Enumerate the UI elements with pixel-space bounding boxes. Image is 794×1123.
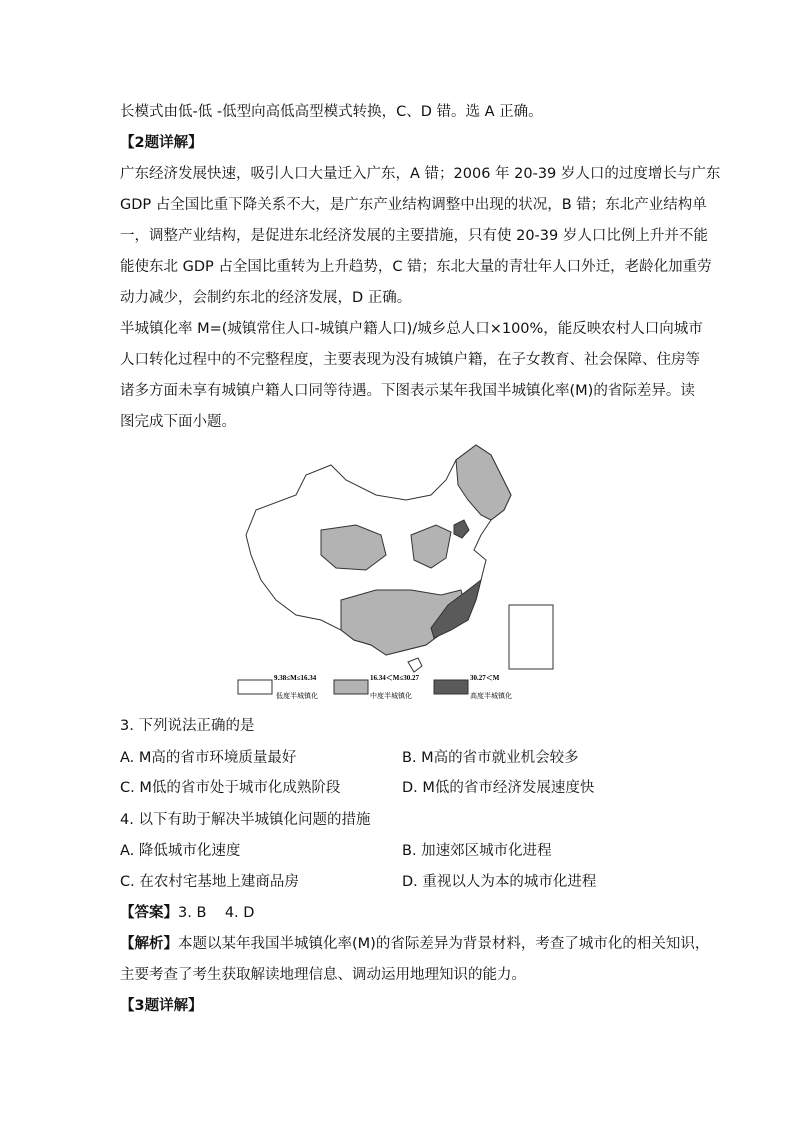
legend-range-low: 9.38≤M≤16.34 bbox=[274, 674, 317, 682]
analysis-line-2: 主要考查了考生获取解读地理信息、调动运用地理知识的能力。 bbox=[120, 967, 526, 983]
analysis-tag: 【解析】 bbox=[120, 936, 178, 952]
legend-swatch-mid bbox=[334, 680, 368, 694]
question-3-option-d: D. M低的省市经济发展速度快 bbox=[402, 780, 595, 796]
paragraph-line: 广东经济发展快速，吸引人口大量迁入广东，A 错；2006 年 20-39 岁人口的过度增长与广东 bbox=[120, 166, 721, 182]
question-4-option-a: A. 降低城市化速度 bbox=[120, 843, 241, 859]
paragraph-line: 动力减少，会制约东北的经济发展，D 正确。 bbox=[120, 290, 412, 306]
map-legend bbox=[238, 674, 512, 700]
section-heading: 【2题详解】 bbox=[120, 135, 203, 151]
question-4-stem: 4. 以下有助于解决半城镇化问题的措施 bbox=[120, 812, 371, 828]
legend-swatch-low bbox=[238, 680, 272, 694]
legend-swatch-high bbox=[434, 680, 468, 694]
paragraph-line: 一，调整产业结构，是促进东北经济发展的主要措施，只有使 20-39 岁人口比例上升并不能 bbox=[120, 228, 708, 244]
legend-label-mid: 中度半城镇化 bbox=[370, 692, 412, 700]
question-4-option-d: D. 重视以人为本的城市化进程 bbox=[402, 874, 597, 890]
answer-tag: 【答案】 bbox=[120, 905, 178, 921]
paragraph-line: 半城镇化率 M=(城镇常住人口-城镇户籍人口)/城乡总人口×100%，能反映农村人口向城市 bbox=[120, 321, 703, 337]
answer-line bbox=[120, 903, 254, 923]
legend-label-low: 低度半城镇化 bbox=[276, 692, 318, 700]
paragraph-line: 长模式由低-低 -低型向高低高型模式转换，C、D 错。选 A 正确。 bbox=[120, 104, 543, 120]
paragraph-line: 诸多方面未享有城镇户籍人口同等待遇。下图表示某年我国半城镇化率(M)的省际差异。读 bbox=[120, 383, 695, 399]
section-heading: 【3题详解】 bbox=[120, 998, 203, 1014]
question-3-option-b: B. M高的省市就业机会较多 bbox=[402, 750, 579, 766]
question-3-option-c: C. M低的省市处于城市化成熟阶段 bbox=[120, 780, 341, 796]
region-hainan bbox=[408, 658, 422, 672]
analysis-line-1 bbox=[120, 934, 709, 954]
question-4-option-c: C. 在农村宅基地上建商品房 bbox=[120, 874, 299, 890]
south-sea-inset bbox=[509, 605, 553, 669]
legend-label-high: 高度半城镇化 bbox=[470, 692, 512, 700]
paragraph-line: GDP 占全国比重下降关系不大，是广东产业结构调整中出现的状况，B 错；东北产业结构单 bbox=[120, 197, 707, 213]
legend-range-mid: 16.34＜M≤30.27 bbox=[370, 674, 419, 682]
question-3-stem: 3. 下列说法正确的是 bbox=[120, 718, 255, 734]
china-semi-urbanization-map bbox=[236, 440, 556, 704]
answer-text: 3. B 4. D bbox=[178, 905, 255, 921]
paragraph-line: 能使东北 GDP 占全国比重转为上升趋势，C 错；东北大量的青壮年人口外迁，老龄化加重劳 bbox=[120, 259, 712, 275]
paragraph-line: 图完成下面小题。 bbox=[120, 414, 236, 430]
question-3-option-a: A. M高的省市环境质量最好 bbox=[120, 750, 297, 766]
question-4-option-b: B. 加速郊区城市化进程 bbox=[402, 843, 552, 859]
analysis-text-1: 本题以某年我国半城镇化率(M)的省际差异为背景材料，考查了城市化的相关知识， bbox=[178, 936, 710, 952]
map-regions bbox=[246, 445, 511, 672]
legend-range-high: 30.27＜M bbox=[470, 674, 500, 682]
paragraph-line: 人口转化过程中的不完整程度，主要表现为没有城镇户籍，在子女教育、社会保障、住房等 bbox=[120, 352, 700, 368]
